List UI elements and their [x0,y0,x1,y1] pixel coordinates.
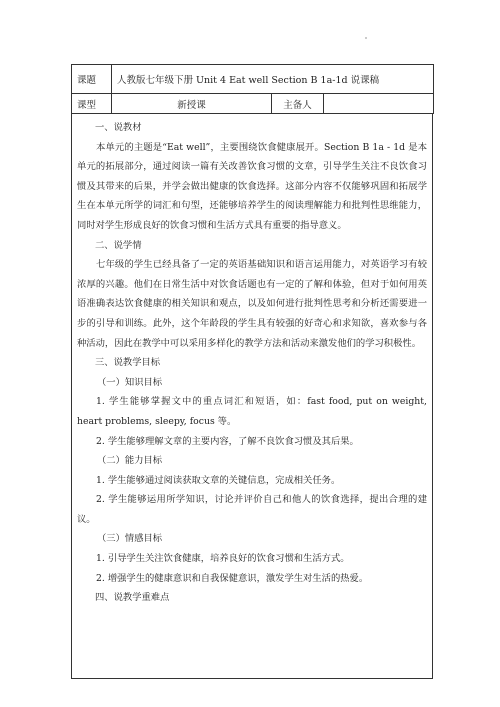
textbook-paragraph: 本单元的主题是“Eat well”，主要围绕饮食健康展开。Section B 1a - 1d 是本单元的拓展部分，通过阅读一篇有关改善饮食习惯的文章，引导学生关注不良饮食习惯及其带来的后果，并学会做出健康的饮食选择。这部分内容不仅能够巩固和拓展学生在本单元所学的词汇和句型，还能够培养学生的阅读理解能力和批判性思维能力，同时对学生形成良好的饮食习惯和生活方式具有重要的指导意义。 [77,141,427,231]
emotion-item-1: 1. 引导学生关注饮食健康，培养良好的饮食习惯和生活方式。 [96,553,350,565]
decorative-dot [365,37,367,39]
section-heading-textbook: 一、说教材 [95,122,142,133]
ability-heading: （二）能力目标 [97,455,163,467]
type-row [72,94,434,114]
topic-label: 课题 [72,65,112,94]
knowledge-heading: （一）知识目标 [97,376,163,388]
lesson-plan-document [71,64,433,679]
ability-item-2: 2. 学生能够运用所学知识，讨论并评价自己和他人的饮食选择，提出合理的建议。 [77,494,427,525]
preparer-label: 主备人 [272,94,324,114]
section-heading-students: 二、说学情 [95,239,142,251]
students-paragraph: 七年级的学生已经具备了一定的英语基础知识和语言运用能力，对英语学习有较浓厚的兴趣。他们在日常生活中对饮食话题也有一定的了解和体验，但对于如何用英语准确表达饮食健康的相关知识和观点，以及如何进行批判性思考和分析还需要进一步的引导和训练。此外，这个年龄段的学生具有较强的好奇心和求知欲，喜欢参与各种活动，因此在教学中可以采用多样化的教学方法和活动来激发他们的学习积极性。 [77,259,427,349]
topic-value: 人教版七年级下册 Unit 4 Eat well Section B 1a-1d 说课稿 [112,65,434,94]
type-label: 课型 [72,94,112,114]
preparer-value [324,94,434,114]
knowledge-item-2: 2. 学生能够理解文章的主要内容，了解不良饮食习惯及其后果。 [96,435,359,447]
section-heading-key-points: 四、说教学重难点 [95,592,170,604]
knowledge-item-1: 1. 学生能够掌握文中的重点词汇和短语，如：fast food, put on weight, heart problems, sleepy, focus 等。 [77,396,427,427]
ability-item-1: 1. 学生能够通过阅读获取文章的关键信息，完成相关任务。 [96,474,341,486]
emotion-item-2: 2. 增强学生的健康意识和自我保健意识，激发学生对生活的热爱。 [96,572,369,584]
emotion-heading: （三）情感目标 [97,533,163,545]
section-heading-objectives: 三、说教学目标 [95,357,161,369]
type-value: 新授课 [112,94,272,114]
topic-row [72,65,434,94]
header-table [71,64,434,114]
content-cell [71,114,433,679]
